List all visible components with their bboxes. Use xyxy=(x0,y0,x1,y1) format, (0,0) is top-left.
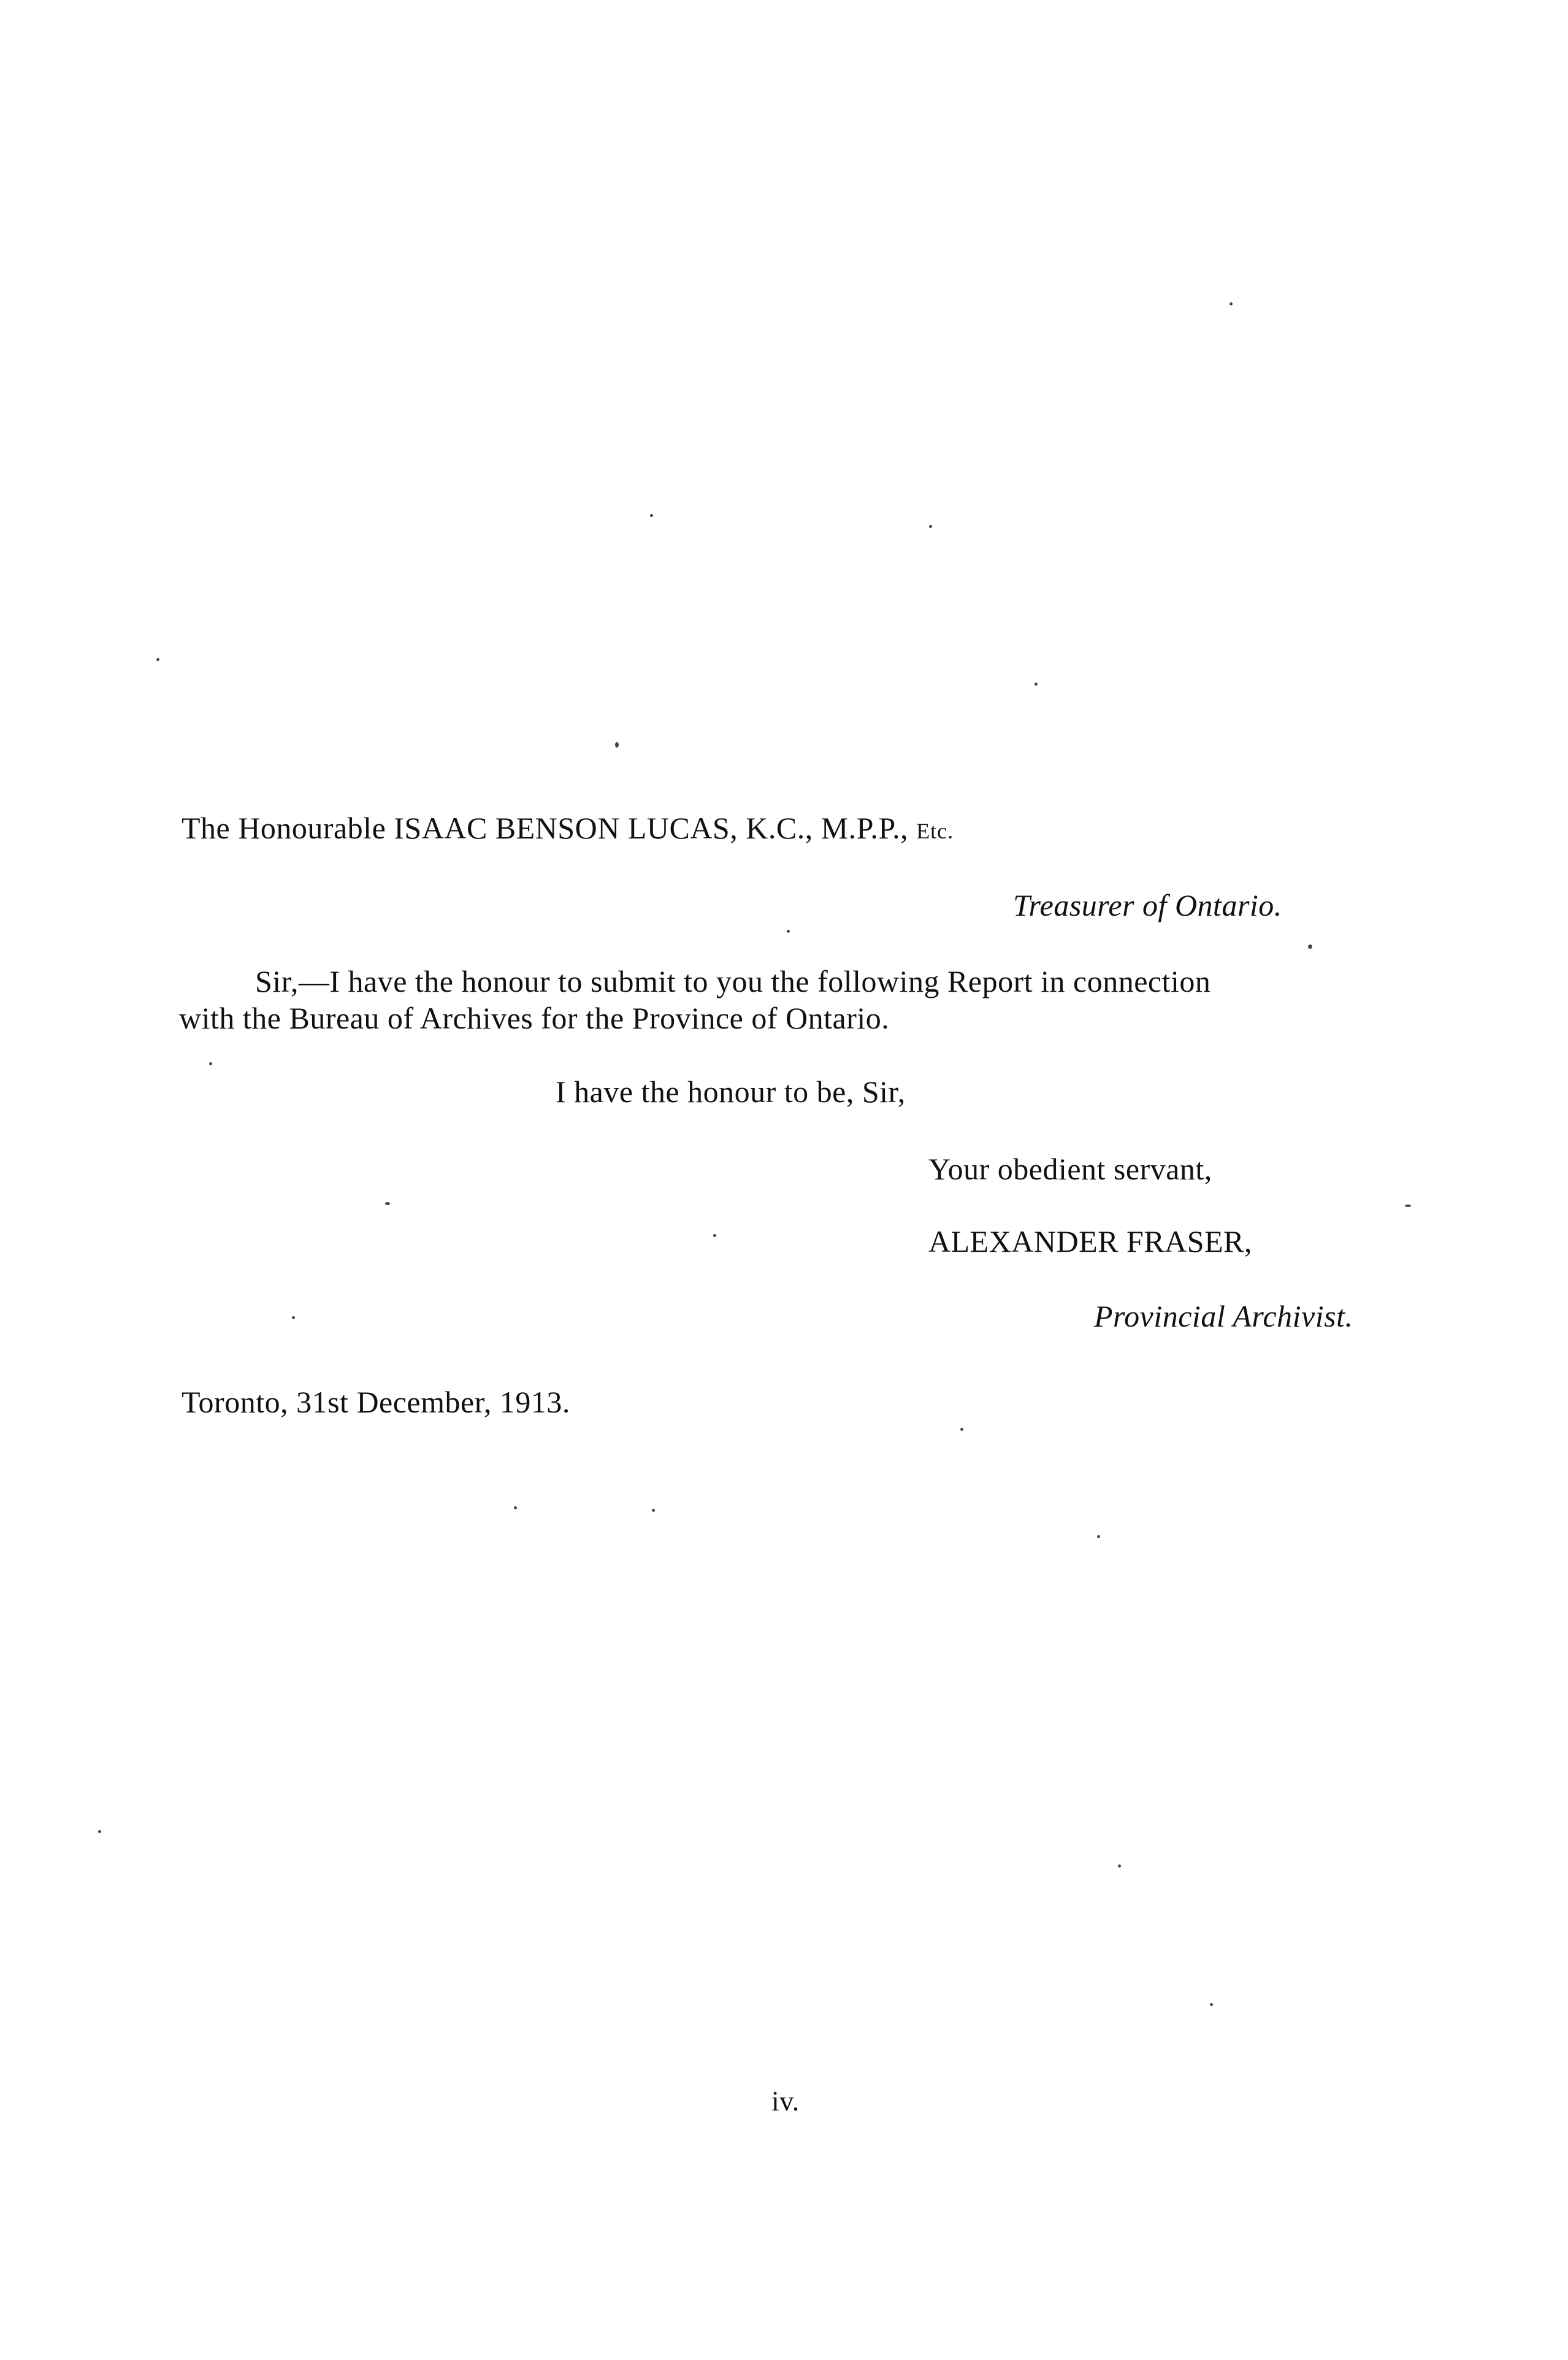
scan-speck xyxy=(1210,2003,1213,2006)
scan-speck xyxy=(1308,944,1312,949)
scan-speck xyxy=(514,1506,517,1509)
addressee-etc: Etc. xyxy=(916,819,954,843)
addressee-name: The Honourable ISAAC BENSON LUCAS, K.C., M.P.P., xyxy=(182,811,917,845)
scan-speck xyxy=(292,1316,295,1319)
scan-speck xyxy=(209,1062,212,1065)
body-line-2: with the Bureau of Archives for the Province of Ontario. xyxy=(179,1001,890,1035)
scan-speck xyxy=(787,930,790,933)
scan-speck xyxy=(156,658,159,661)
scan-speck xyxy=(1405,1205,1411,1207)
signatory-name: ALEXANDER FRASER, xyxy=(928,1224,1252,1259)
scan-speck xyxy=(1230,302,1233,305)
scan-speck xyxy=(1118,1864,1121,1868)
scan-speck xyxy=(650,514,653,517)
scan-speck xyxy=(1097,1535,1100,1538)
scan-speck xyxy=(385,1202,390,1205)
addressee-title: Treasurer of Ontario. xyxy=(1013,888,1282,922)
closing-line-2: Your obedient servant, xyxy=(928,1152,1212,1186)
scan-speck xyxy=(960,1428,963,1431)
body-line-1: Sir,—I have the honour to submit to you the following Report in connection xyxy=(255,964,1211,998)
scan-speck xyxy=(652,1509,655,1512)
signatory-title: Provincial Archivist. xyxy=(1094,1299,1353,1333)
scan-speck xyxy=(615,742,619,748)
scan-speck xyxy=(713,1234,716,1237)
page-number: iv. xyxy=(771,2085,800,2117)
addressee-line xyxy=(182,810,954,849)
scan-speck xyxy=(929,525,932,528)
scan-speck xyxy=(1034,683,1038,686)
closing-line-1: I have the honour to be, Sir, xyxy=(556,1075,906,1109)
scan-speck xyxy=(98,1830,101,1833)
place-date: Toronto, 31st December, 1913. xyxy=(182,1385,570,1419)
